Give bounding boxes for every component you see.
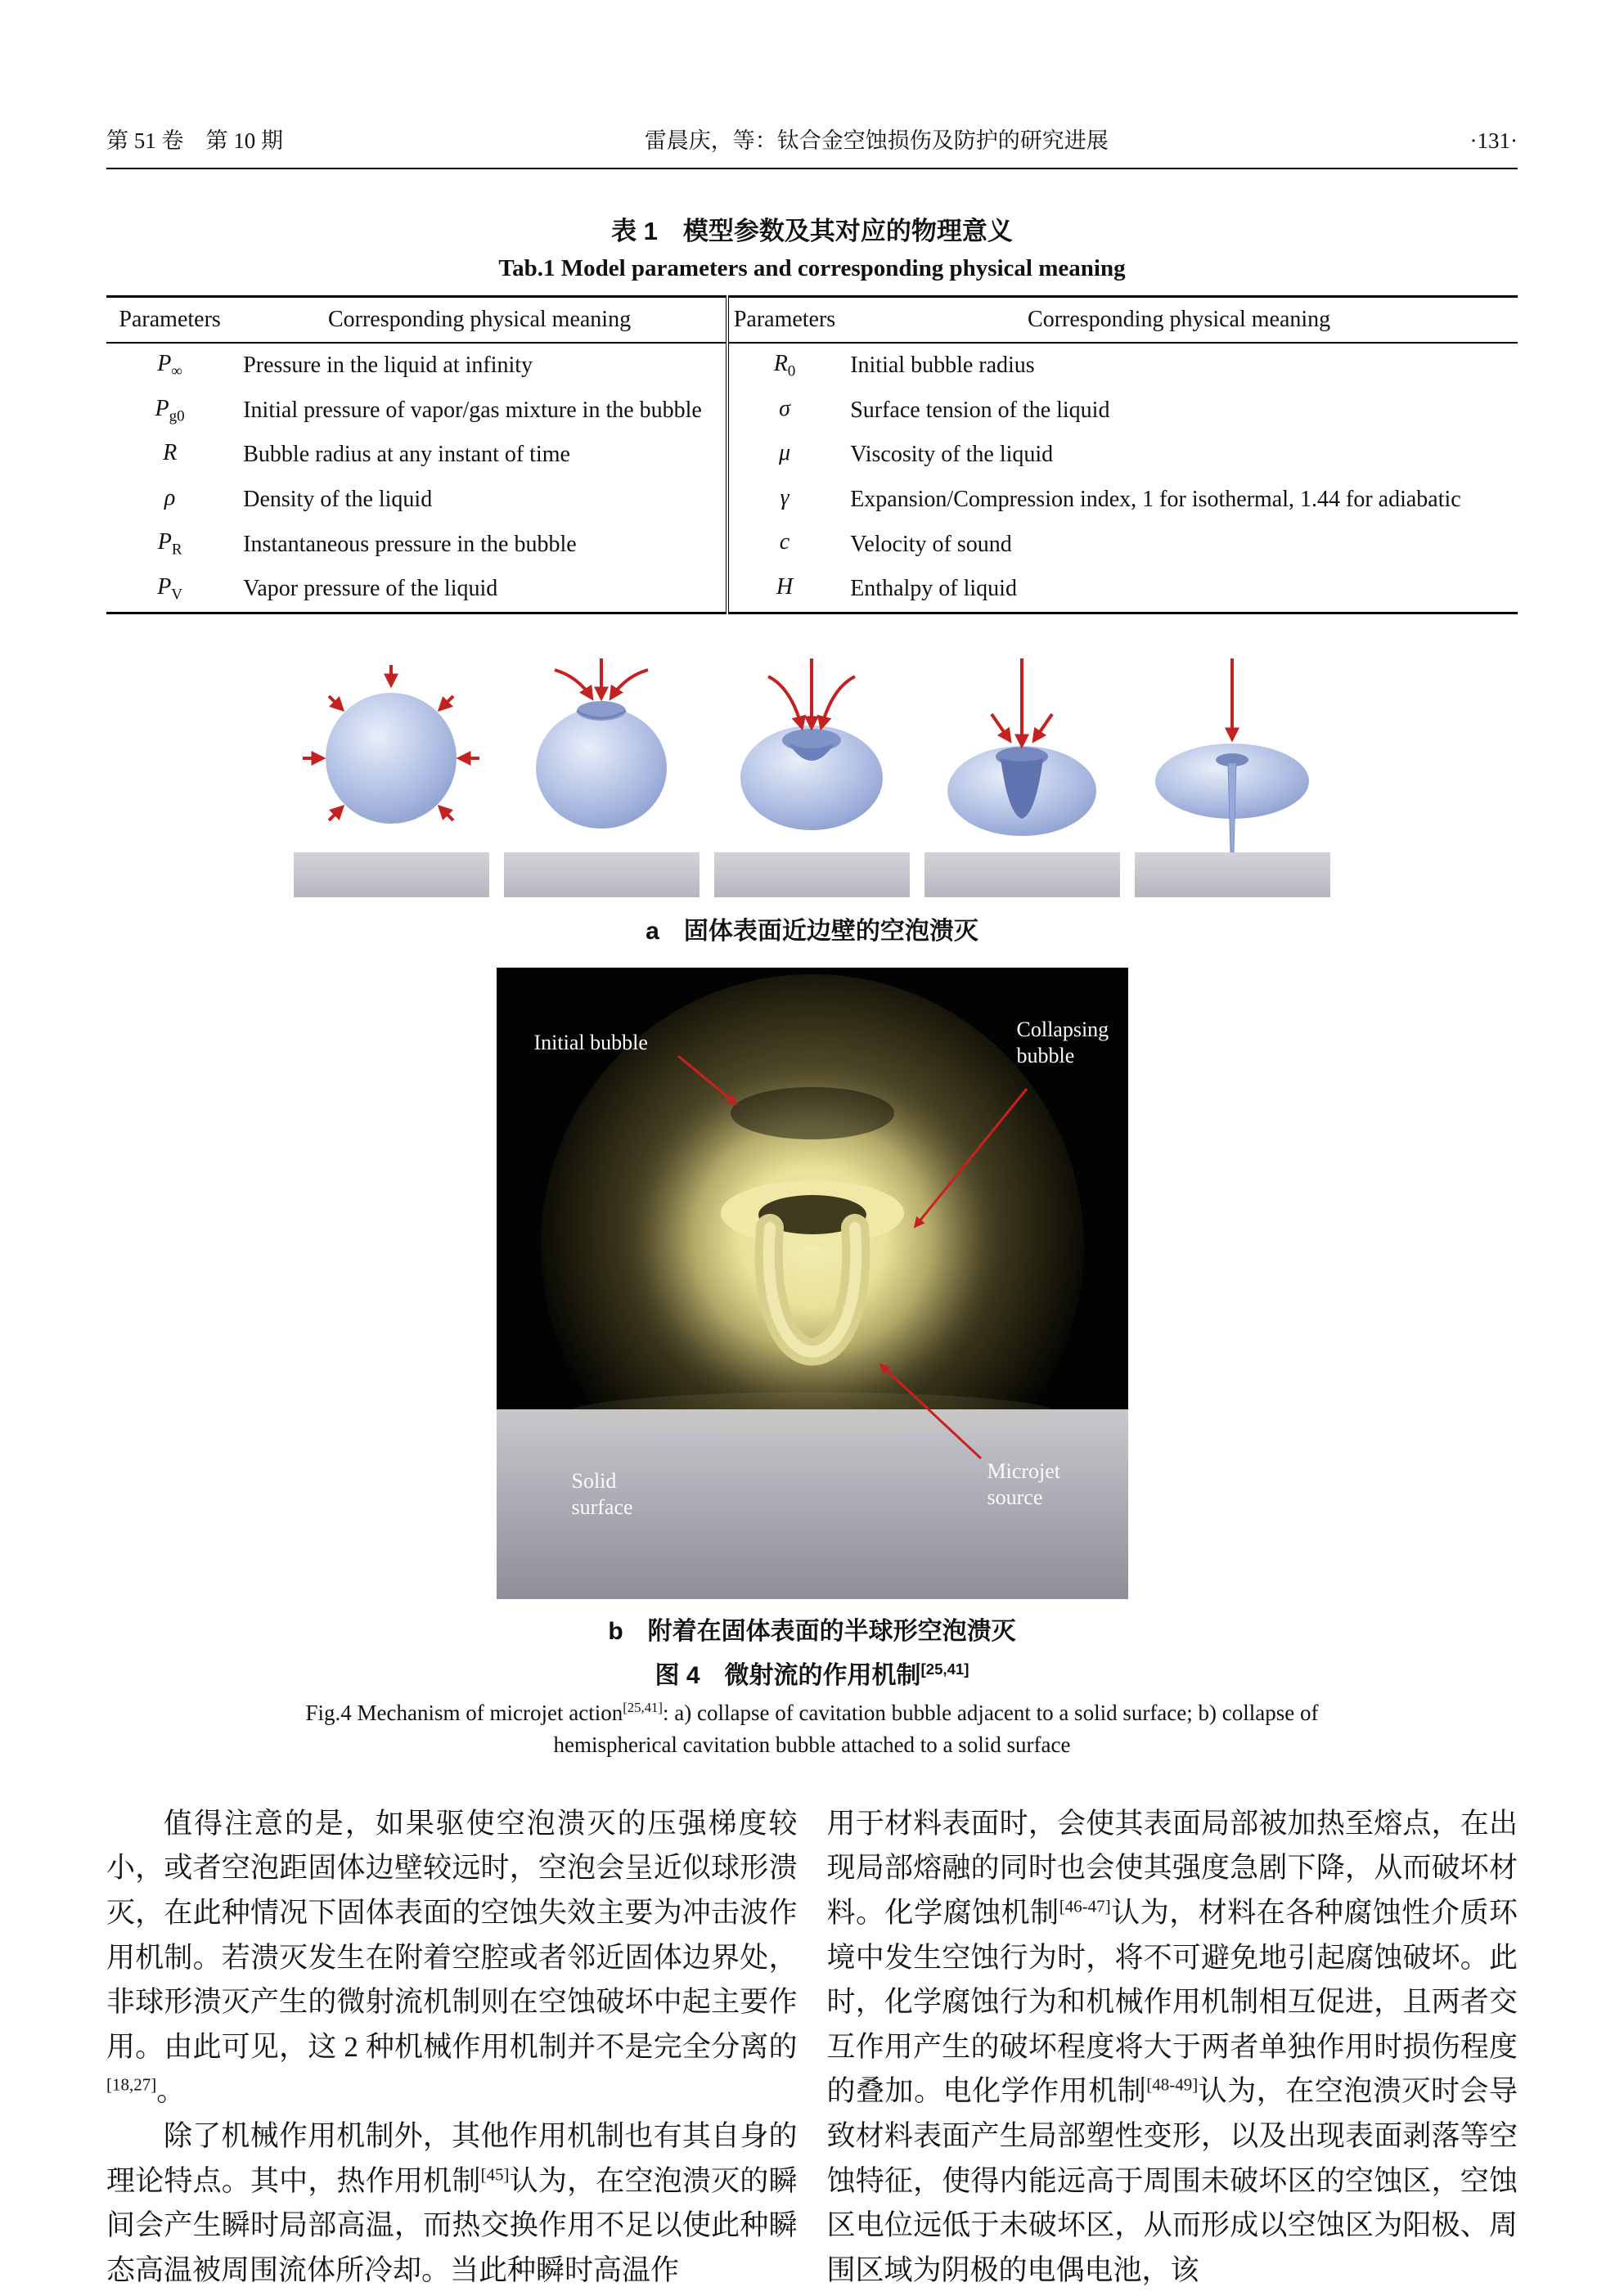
paragraph-text: 值得注意的是，如果驱使空泡溃灭的压强梯度较小，或者空泡距固体边壁较远时，空泡会呈近似球形溃灭，在此种情况下固体表面的空蚀失效主要为冲击波作用机制。若溃灭发生在附着空腔或者邻近固体边界处，非球形溃灭产生的微射流机制则在空蚀破坏中起主要作用。由此可见，这 2 种机械作用机制并不是完全分离的 [106,1807,798,2063]
page-number: ·131· [1469,128,1518,153]
bubble-collapse-stage-4 [923,654,1122,899]
parameter-meaning: Velocity of sound [850,531,1012,557]
parameter-meaning: Bubble radius at any instant of time [243,442,570,468]
paragraph [106,2114,798,2293]
parameter-symbol: $R_0$ [727,343,840,389]
paragraph-text: 认为，材料在各种腐蚀性介质环境中发生空蚀行为时，将不可避免地引起腐蚀破坏。此时，化学腐蚀行为和机械作用机制相互促进，且两者交互作用产生的破坏程度将大于两者单独作用时损伤程度的叠加。电化学作用机制 [826,1897,1518,2108]
right-column [827,1802,1518,2294]
dimple [782,729,841,752]
paragraph-text: 除了机械作用机制外，其他作用机制也有其自身的理论特点。其中，热作用机制 [106,2120,798,2197]
citation-ref: [45] [480,2163,510,2184]
bubble-collapse-stage-3 [713,654,911,899]
table-header-row [106,297,1518,344]
paragraph-text: 认为，在空泡溃灭时会导致材料表面产生局部塑性变形，以及出现表面剥落等空蚀特征，使得内能远高于周围未破坏区的空蚀区，空蚀区电位远低于未破坏区，从而形成以空蚀区为阳极、周围区域为阴极的电偶电池，该 [826,2075,1518,2286]
citation-ref: [18,27] [106,2074,157,2095]
left-column [106,1802,798,2294]
parameter-meaning: Surface tension of the liquid [850,397,1110,423]
bubble [326,693,457,824]
label-initial-bubble: Initial bubble [533,1030,648,1054]
bubble-collapse-stage-1 [292,654,491,899]
parameter-symbol: R [163,440,178,466]
figure-a-panels [106,654,1518,899]
model-parameters-table [106,295,1518,614]
bubble-collapse-stage-5 [1133,654,1332,899]
figure-4-caption-en [268,1697,1356,1761]
parameter-symbol: $P_R$ [157,529,182,559]
citation-ref: [46-47] [1059,1896,1111,1916]
bubble-collapse-stage-2 [502,654,701,899]
top-dimple [731,1087,894,1139]
page-header [106,123,1518,169]
figure-a-caption: a 固体表面近边壁的空泡溃灭 [646,917,978,945]
parameter-symbol: H [727,567,840,613]
solid-wall [714,852,910,897]
citation-ref: [48-49] [1146,2074,1199,2095]
parameter-symbol: $P_V$ [157,573,183,604]
table-1-title-en: Tab.1 Model parameters and corresponding physical meaning [498,255,1126,281]
running-title: 雷晨庆，等：钛合金空蚀损伤及防护的研究进展 [644,128,1109,153]
parameter-symbol: γ [727,478,840,523]
parameter-meaning: Pressure in the liquid at infinity [243,353,533,379]
column-header-meaning-left: Corresponding physical meaning [233,297,727,344]
table-1-title-zh: 表 1 模型参数及其对应的物理意义 [611,217,1013,245]
figure-4-caption-en-text: : a) collapse of cavitation bubble adjacent to a solid surface; b) collapse of hemispherical cavitation bubble attached to a solid surface [553,1700,1319,1757]
paragraph-text: 。 [156,2075,186,2108]
solid-wall [294,852,489,897]
parameter-symbol: $P_{g0}$ [155,395,185,425]
parameter-symbol: c [727,522,840,567]
microjet-spike [1228,763,1236,852]
parameter-meaning: Vapor pressure of the liquid [243,576,498,602]
parameter-meaning: Density of the liquid [243,487,433,513]
table-row [106,433,1518,478]
figure-b-caption: b 附着在固体表面的半球形空泡溃灭 [608,1617,1016,1645]
citation-ref: [25,41] [623,1699,664,1715]
band-reflection [567,1392,1058,1435]
parameter-meaning: Enthalpy of liquid [850,576,1017,602]
parameter-symbol: σ [727,389,840,434]
solid-wall [924,852,1120,897]
volume-issue: 第 51 卷 第 10 期 [106,128,283,153]
parameter-symbol: $P_\infty$ [157,351,182,380]
figure-b [497,968,1128,1599]
table-row [106,522,1518,567]
solid-wall [504,852,700,897]
pressure-arrows [555,658,648,698]
bubble [536,708,667,829]
parameter-symbol: μ [727,433,840,478]
table-row [106,389,1518,434]
figure-4-caption-zh [106,1655,1518,1691]
paragraph-text: 用于材料表面时，会使其表面局部被加热至熔点，在出现局部熔融的同时也会使其强度急剧下降，从而破坏材料。化学腐蚀机制 [826,1807,1518,1930]
label-solid-surface: Solid surface [571,1468,633,1520]
paragraph-text: 认为，在空泡溃灭的瞬间会产生瞬时局部高温，而热交换作用不足以使此种瞬态高温被周围流体所冷却。当此种瞬时高温作 [106,2164,798,2286]
paragraph [106,1802,798,2114]
parameter-symbol: ρ [164,484,176,510]
parameter-meaning: Expansion/Compression index, 1 for isothermal, 1.44 for adiabatic [850,487,1461,513]
column-header-meaning-right: Corresponding physical meaning [840,297,1518,344]
column-header-parameters-right: Parameters [727,297,840,344]
pressure-arrows [992,658,1052,745]
solid-wall [1135,852,1330,897]
table-row [106,343,1518,389]
label-collapsing-bubble: Collapsing bubble [1016,1017,1109,1068]
figure-4-caption-zh-text: 图 4 微射流的作用机制 [655,1661,921,1689]
paragraph [827,1802,1518,2294]
table-row [106,567,1518,613]
body-columns [106,1802,1518,2294]
parameter-meaning: Initial bubble radius [850,353,1035,379]
citation-ref: [25,41] [920,1660,969,1678]
parameter-meaning: Viscosity of the liquid [850,442,1054,468]
parameter-meaning: Initial pressure of vapor/gas mixture in the bubble [243,397,702,423]
parameter-meaning: Instantaneous pressure in the bubble [243,531,577,557]
column-header-parameters-left: Parameters [106,297,233,344]
figure-4-caption-en-text: Fig.4 Mechanism of microjet action [305,1700,623,1725]
label-microjet-source: Microjet source [987,1458,1061,1510]
table-row [106,478,1518,523]
pressure-arrows [768,658,855,727]
